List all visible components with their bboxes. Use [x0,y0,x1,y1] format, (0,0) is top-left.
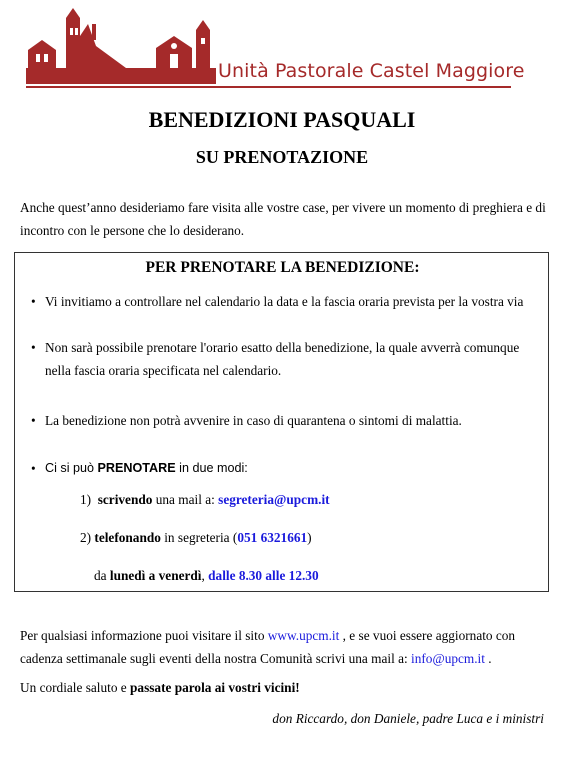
office-times: dalle 8.30 alle 12.30 [208,568,319,583]
office-days: lunedì a venerdì [109,568,202,583]
greeting [20,680,300,696]
phone-link[interactable]: 051 6321661 [237,530,308,545]
text-fragment: . [484,651,492,666]
church-skyline-icon [26,6,226,86]
text-fragment-bold: telefonando [94,530,161,545]
booking-box [14,252,549,592]
info-paragraph [20,624,560,670]
item-number: 2) [80,530,92,545]
office-hours [94,568,319,584]
text-fragment: una mail a: [152,492,219,507]
header-divider [26,86,511,88]
signature: don Riccardo, don Daniele, padre Luca e i ministri [272,711,544,726]
text-fragment: in segreteria ( [160,530,238,545]
page-subtitle: SU PRENOTAZIONE [195,147,369,167]
list-item-text: La benedizione non potrà avvenire in caso di quarantena o sintomi di malattia. [45,413,462,428]
text-fragment-bold: passate parola ai vostri vicini! [130,680,300,695]
text-fragment: Per qualsiasi informazione puoi visitare il sito [20,628,268,643]
booking-way-phone [80,530,312,546]
text-fragment: da [94,568,110,583]
text-fragment: ) [307,530,312,545]
list-item-text: Non sarà possibile prenotare l'orario esatto della benedizione, la quale avverrà comunque nella fascia oraria specificata nel calendario. [45,340,520,378]
logo-name: Unità Pastorale Castel Maggiore [218,60,525,82]
text-fragment-bold: scrivendo [97,492,153,507]
bullet-icon: • [31,461,36,476]
text-fragment: , [201,568,209,583]
intro-paragraph: Anche quest’anno desideriamo fare visita alle vostre case, per vivere un momento di preghiera e di incontro con le persone che lo desiderano. [20,200,546,238]
text-fragment: Un cordiale saluto e [20,680,131,695]
bullet-icon: • [31,294,36,309]
text-fragment: , e se vuoi essere aggiornato con cadenza settimanale sugli eventi della nostra Comunità scrivi una mail a: [20,628,516,666]
bullet-icon: • [31,340,36,355]
text-fragment-bold: PRENOTARE [97,461,176,475]
logo [26,6,525,88]
website-link[interactable]: www.upcm.it [267,628,340,643]
list-item-text: Vi invitiamo a controllare nel calendario la data e la fascia oraria prevista per la vostra via [45,294,524,309]
item-number: 1) [80,492,92,507]
page-title: BENEDIZIONI PASQUALI [148,107,416,132]
email-link[interactable]: segreteria@upcm.it [218,492,330,507]
text-fragment: in due modi: [175,461,248,475]
info-email-link[interactable]: info@upcm.it [411,651,485,666]
booking-way-email [80,492,330,508]
bullet-icon: • [31,413,36,428]
box-title: PER PRENOTARE LA BENEDIZIONE: [145,259,420,276]
text-fragment: Ci si può [45,461,98,475]
list-item-text [45,457,545,480]
